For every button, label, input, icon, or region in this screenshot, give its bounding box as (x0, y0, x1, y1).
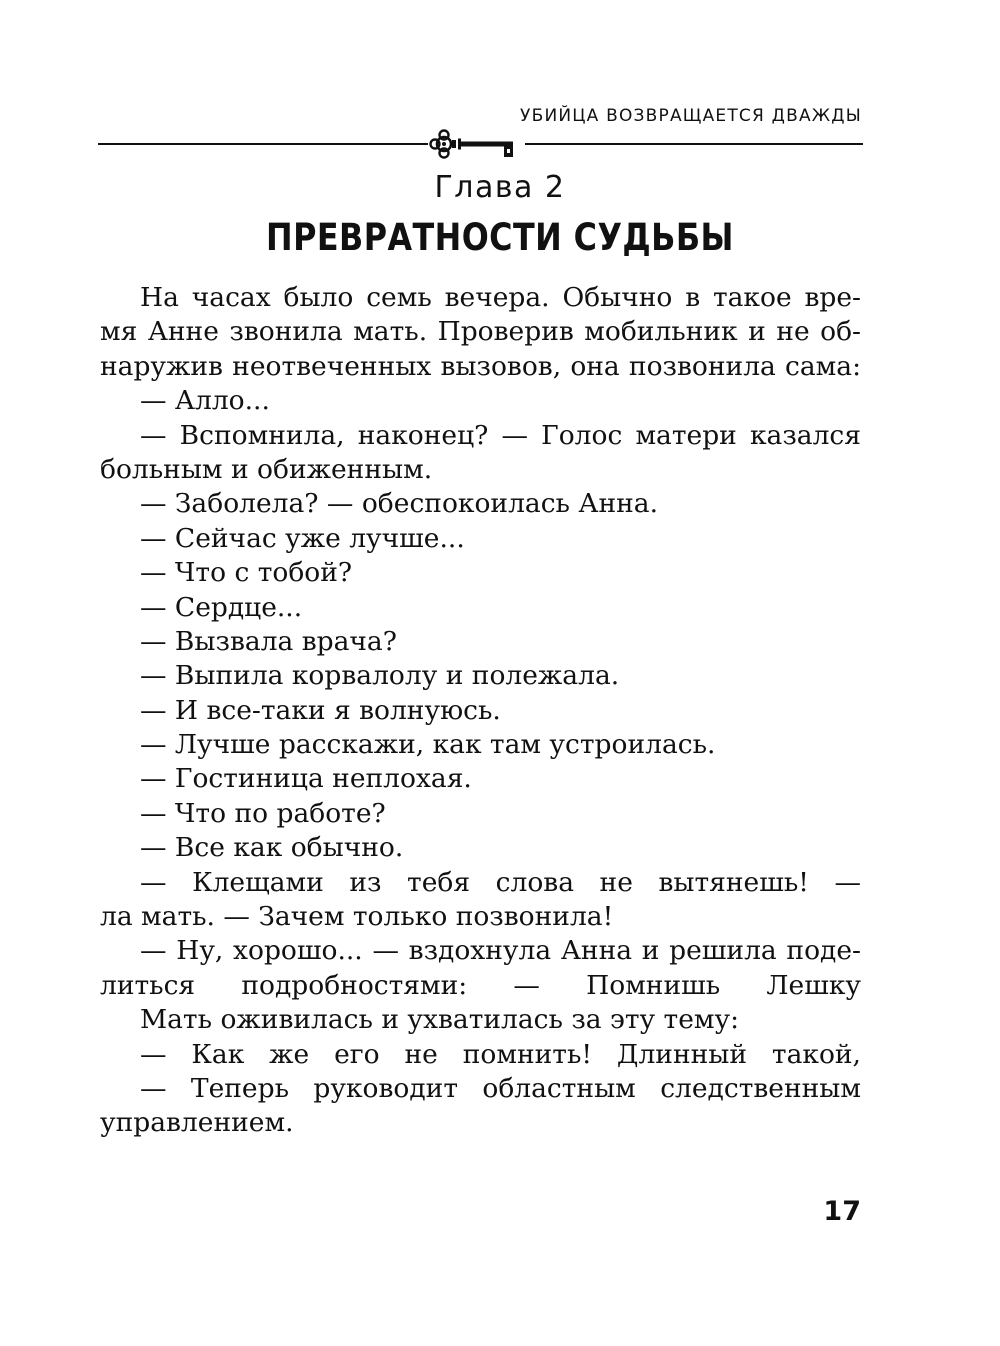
header-rule-left (98, 143, 428, 145)
chapter-label: Глава 2 (434, 170, 566, 205)
text-line: больным и обиженным. (100, 453, 433, 485)
text-line: — Как же его не помнить! Длинный такой, (140, 1038, 861, 1070)
page-number: 17 (823, 1196, 861, 1227)
text-line: — Сердце... (140, 591, 303, 623)
text-line: — Теперь руководит областным следственным (140, 1072, 861, 1104)
text-line: — Вспомнила, наконец? — Голос матери казался (140, 419, 861, 451)
text-line: ла мать. — Зачем только позвонила! (100, 901, 614, 933)
text-line: Мать оживилась и ухватилась за эту тему: (140, 1004, 740, 1036)
text-line: — Что с тобой? (140, 557, 353, 589)
running-header: УБИЙЦА ВОЗВРАЩАЕТСЯ ДВАЖДЫ (520, 106, 862, 126)
text-line: — Лучше расскажи, как там устроилась. (140, 729, 716, 761)
text-line: — Все как обычно. (140, 832, 404, 864)
text-line: — Гостиница неплохая. (140, 763, 472, 795)
text-line: — Ну, хорошо... — вздохнула Анна и решила поде- (140, 935, 861, 967)
text-line: — Вызвала врача? (140, 625, 397, 657)
text-line: — Клещами из тебя слова не вытянешь! — (140, 866, 861, 898)
body-text (100, 281, 861, 1141)
key-ornament-icon (428, 127, 526, 161)
text-line: — Заболела? — обеспокоилась Анна. (140, 488, 659, 520)
text-line: — Что по работе? (140, 797, 386, 829)
text-line: — Алло... (140, 385, 270, 417)
text-line: наружив неотвеченных вызовов, она позвонила сама: (100, 350, 861, 382)
text-line: — Сейчас уже лучше... (140, 522, 465, 554)
text-line: На часах было семь вечера. Обычно в такое вре- (140, 282, 861, 313)
text-line: литься подробностями: — Помнишь Лешку (100, 969, 861, 1001)
header-rule-right (525, 143, 863, 145)
text-line: — Выпила корвалолу и полежала. (140, 660, 620, 692)
text-line: — И все-таки я волнуюсь. (140, 694, 501, 726)
chapter-title: ПРЕВРАТНОСТИ СУДЬБЫ (266, 216, 734, 259)
text-line: управлением. (100, 1107, 294, 1139)
text-line: мя Анне звонила мать. Проверив мобильник и не об- (100, 316, 861, 348)
